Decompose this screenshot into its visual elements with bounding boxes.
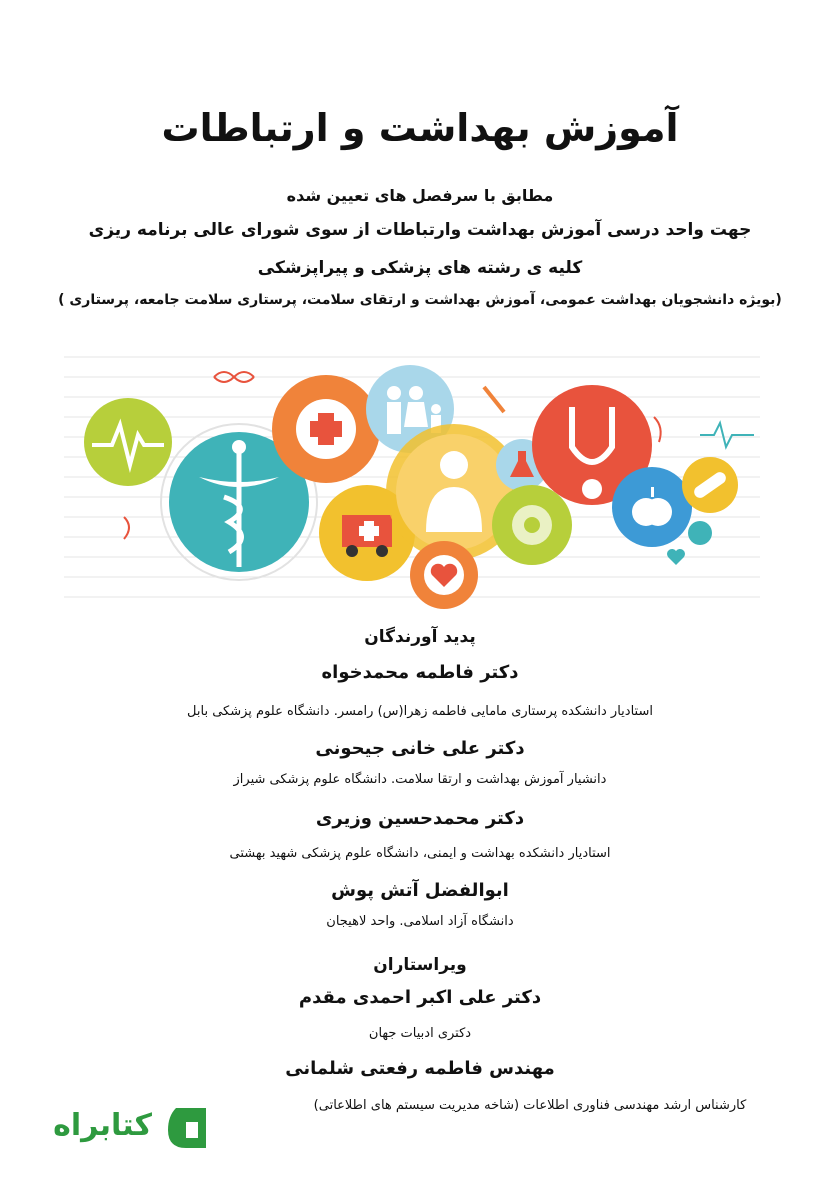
subtitle-line-1: مطابق با سرفصل های تعیین شده [286, 186, 554, 205]
publisher-logo-text: کتابراه [53, 1108, 152, 1143]
cell-icon [492, 485, 572, 565]
subtitle-line-3: کلیه ی رشته های پزشکی و پیراپزشکی [257, 258, 583, 278]
heart-icon [410, 541, 478, 609]
syringe-icon [484, 387, 504, 412]
medical-illustration [64, 347, 760, 609]
author-name: ابوالفضل آتش پوش [331, 880, 509, 901]
author-affiliation: استادیار دانشکده پرستاری مامایی فاطمه زهرا(س) رامسر. دانشگاه علوم پزشکی بابل [187, 704, 653, 719]
pill-icon [682, 457, 738, 513]
editor-affiliation: کارشناس ارشد مهندسی فناوری اطلاعات (شاخه مدیریت سیستم های اطلاعاتی) [313, 1098, 747, 1113]
heartbeat-icon [84, 398, 172, 486]
small-heart-icon [667, 549, 685, 565]
medical-cross-icon [272, 375, 380, 483]
author-affiliation: دانشگاه آزاد اسلامی. واحد لاهیجان [326, 914, 514, 929]
editor-name: دکتر علی اکبر احمدی مقدم [298, 987, 542, 1008]
subtitle-line-4: (بویژه دانشجویان بهداشت عمومی، آموزش بهداشت و ارتقای سلامت، پرستاری سلامت جامعه، پرستاری ) [58, 292, 782, 308]
author-name: دکتر علی خانی جیحونی [315, 738, 525, 759]
authors-heading: پدید آورندگان [364, 627, 476, 647]
editor-affiliation: دکتری ادبیات جهان [368, 1026, 472, 1041]
editor-name: مهندس فاطمه رفعتی شلمانی [285, 1058, 555, 1079]
decorative-dot [688, 521, 712, 545]
ecg-icon [700, 423, 754, 447]
author-name: دکتر فاطمه محمدخواه [321, 662, 519, 683]
editors-heading: ویراستاران [373, 955, 467, 975]
subtitle-line-2: جهت واحد درسی آموزش بهداشت وارتباطات از سوی شورای عالی برنامه ریزی [88, 220, 752, 240]
author-affiliation: استادیار دانشکده بهداشت و ایمنی، دانشگاه علوم پزشکی شهید بهشتی [229, 846, 611, 861]
apple-icon [612, 467, 692, 547]
book-title: آموزش بهداشت و ارتباطات [161, 106, 679, 150]
author-name: دکتر محمدحسین وزیری [315, 808, 525, 829]
author-affiliation: دانشیار آموزش بهداشت و ارتقا سلامت. دانشگاه علوم پزشکی شیراز [233, 772, 607, 787]
